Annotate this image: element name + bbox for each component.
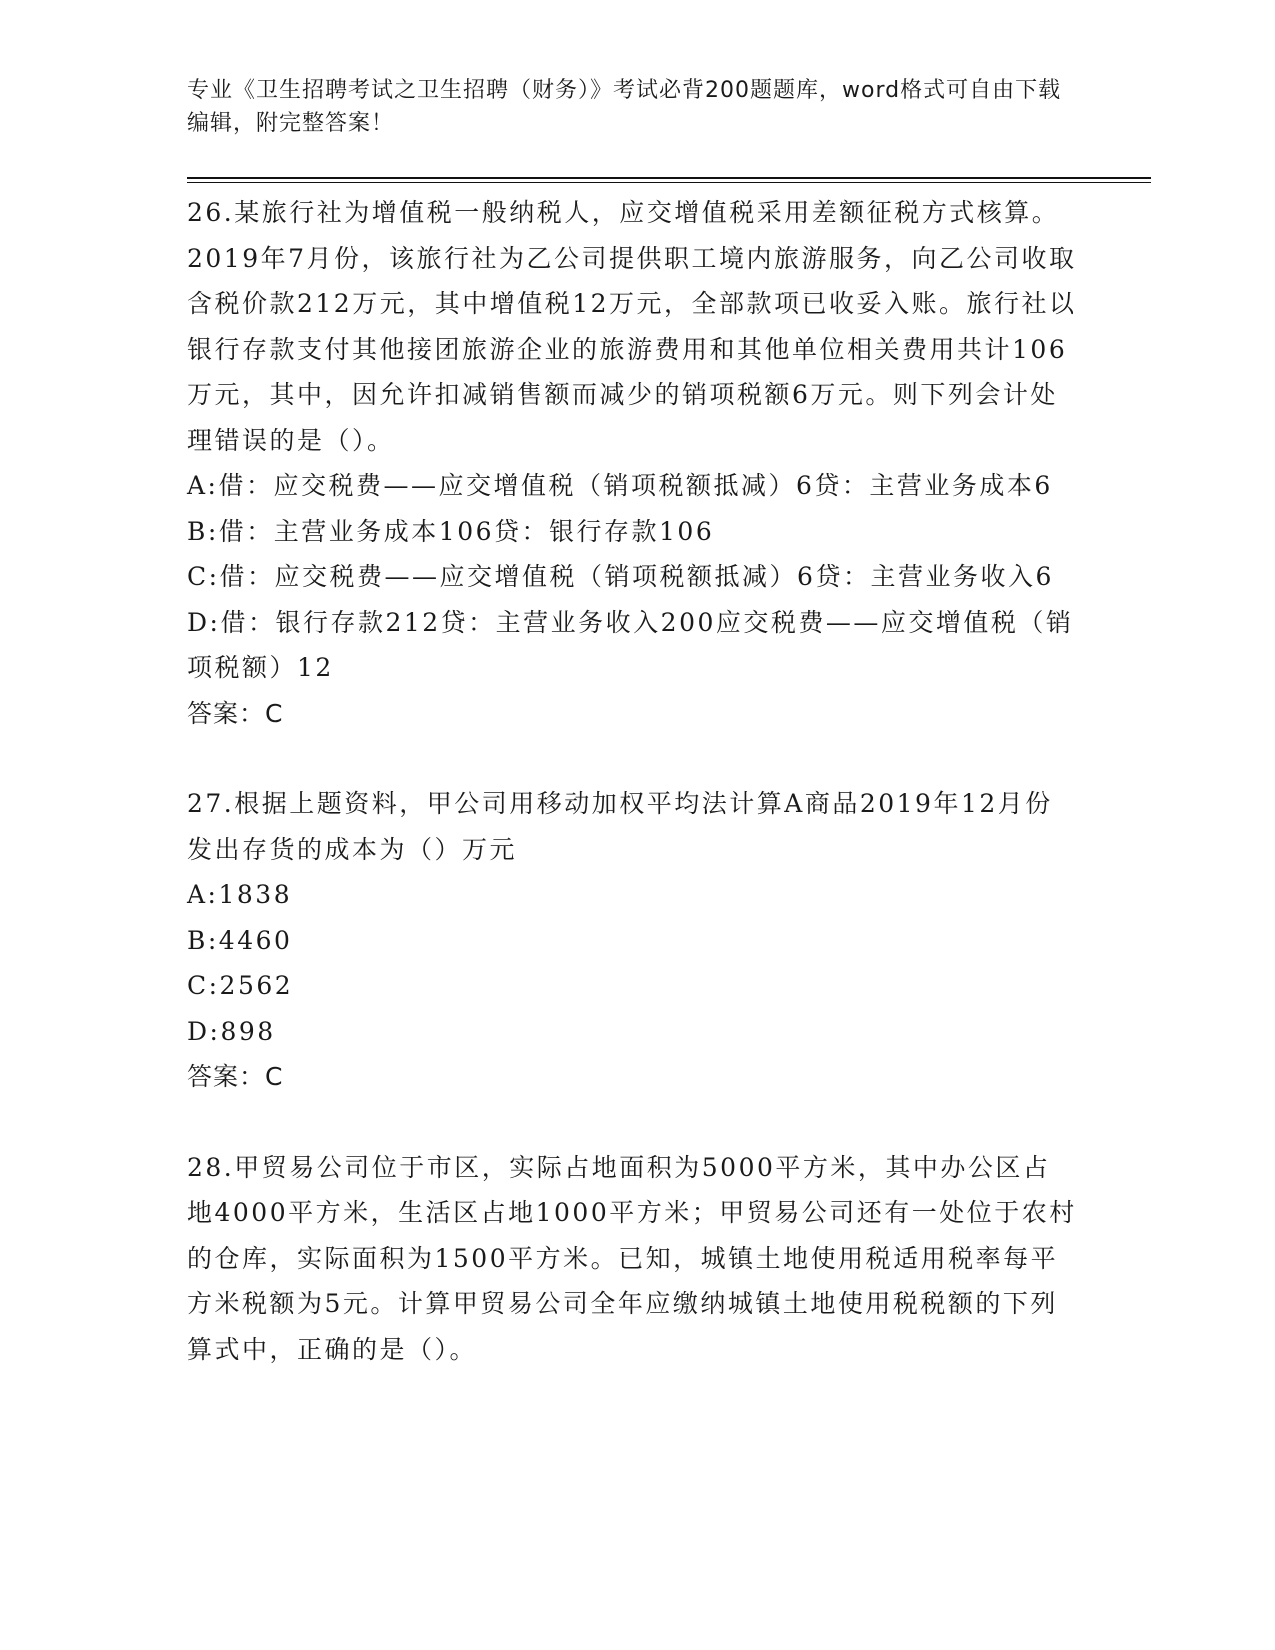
option-b: B:4460 <box>187 925 293 955</box>
question-spacer <box>187 736 1077 781</box>
question-27 <box>187 781 1077 1100</box>
question-stem: 28.甲贸易公司位于市区，实际占地面积为5000平方米，其中办公区占地4000平方米，生活区占地1000平方米；甲贸易公司还有一处位于农村的仓库，实际面积为1500平方米。已知，城镇土地使用税适用税率每平方米税额为5元。计算甲贸易公司全年应缴纳城镇土地使用税税额的下列算式中，正确的是（）。 <box>187 1152 1077 1364</box>
option-b: B:借：主营业务成本106贷：银行存款106 <box>187 516 715 546</box>
header-divider-thick <box>187 177 1151 179</box>
option-d: D:借：银行存款212贷：主营业务收入200应交税费——应交增值税（销项税额）12 <box>187 607 1074 682</box>
question-stem: 26.某旅行社为增值税一般纳税人，应交增值税采用差额征税方式核算。2019年7月份，该旅行社为乙公司提供职工境内旅游服务，向乙公司收取含税价款212万元，其中增值税12万元，全部款项已收妥入账。旅行社以银行存款支付其他接团旅游企业的旅游费用和其他单位相关费用共计106万元，其中，因允许扣减销售额而减少的销项税额6万元。则下列会计处理错误的是（）。 <box>187 198 1077 455</box>
question-26 <box>187 190 1077 736</box>
question-spacer <box>187 1100 1077 1145</box>
option-c: C:2562 <box>187 971 294 1000</box>
header-divider-thin <box>187 182 1151 183</box>
option-a: A:借：应交税费——应交增值税（销项税额抵减）6贷：主营业务成本6 <box>187 471 1053 500</box>
answer: 答案：C <box>187 1062 284 1091</box>
question-28 <box>187 1145 1077 1373</box>
question-stem: 27.根据上题资料，甲公司用移动加权平均法计算A商品2019年12月份发出存货的成本为（）万元 <box>187 789 1053 864</box>
answer: 答案：C <box>187 698 284 728</box>
option-d: D:898 <box>187 1016 276 1046</box>
document-header: 专业《卫生招聘考试之卫生招聘（财务）》考试必背200题题库，word格式可自由下载编辑，附完整答案！ <box>187 78 1062 136</box>
option-c: C:借：应交税费——应交增值税（销项税额抵减）6贷：主营业务收入6 <box>187 562 1054 591</box>
option-a: A:1838 <box>187 880 293 909</box>
question-list <box>187 190 1077 1372</box>
